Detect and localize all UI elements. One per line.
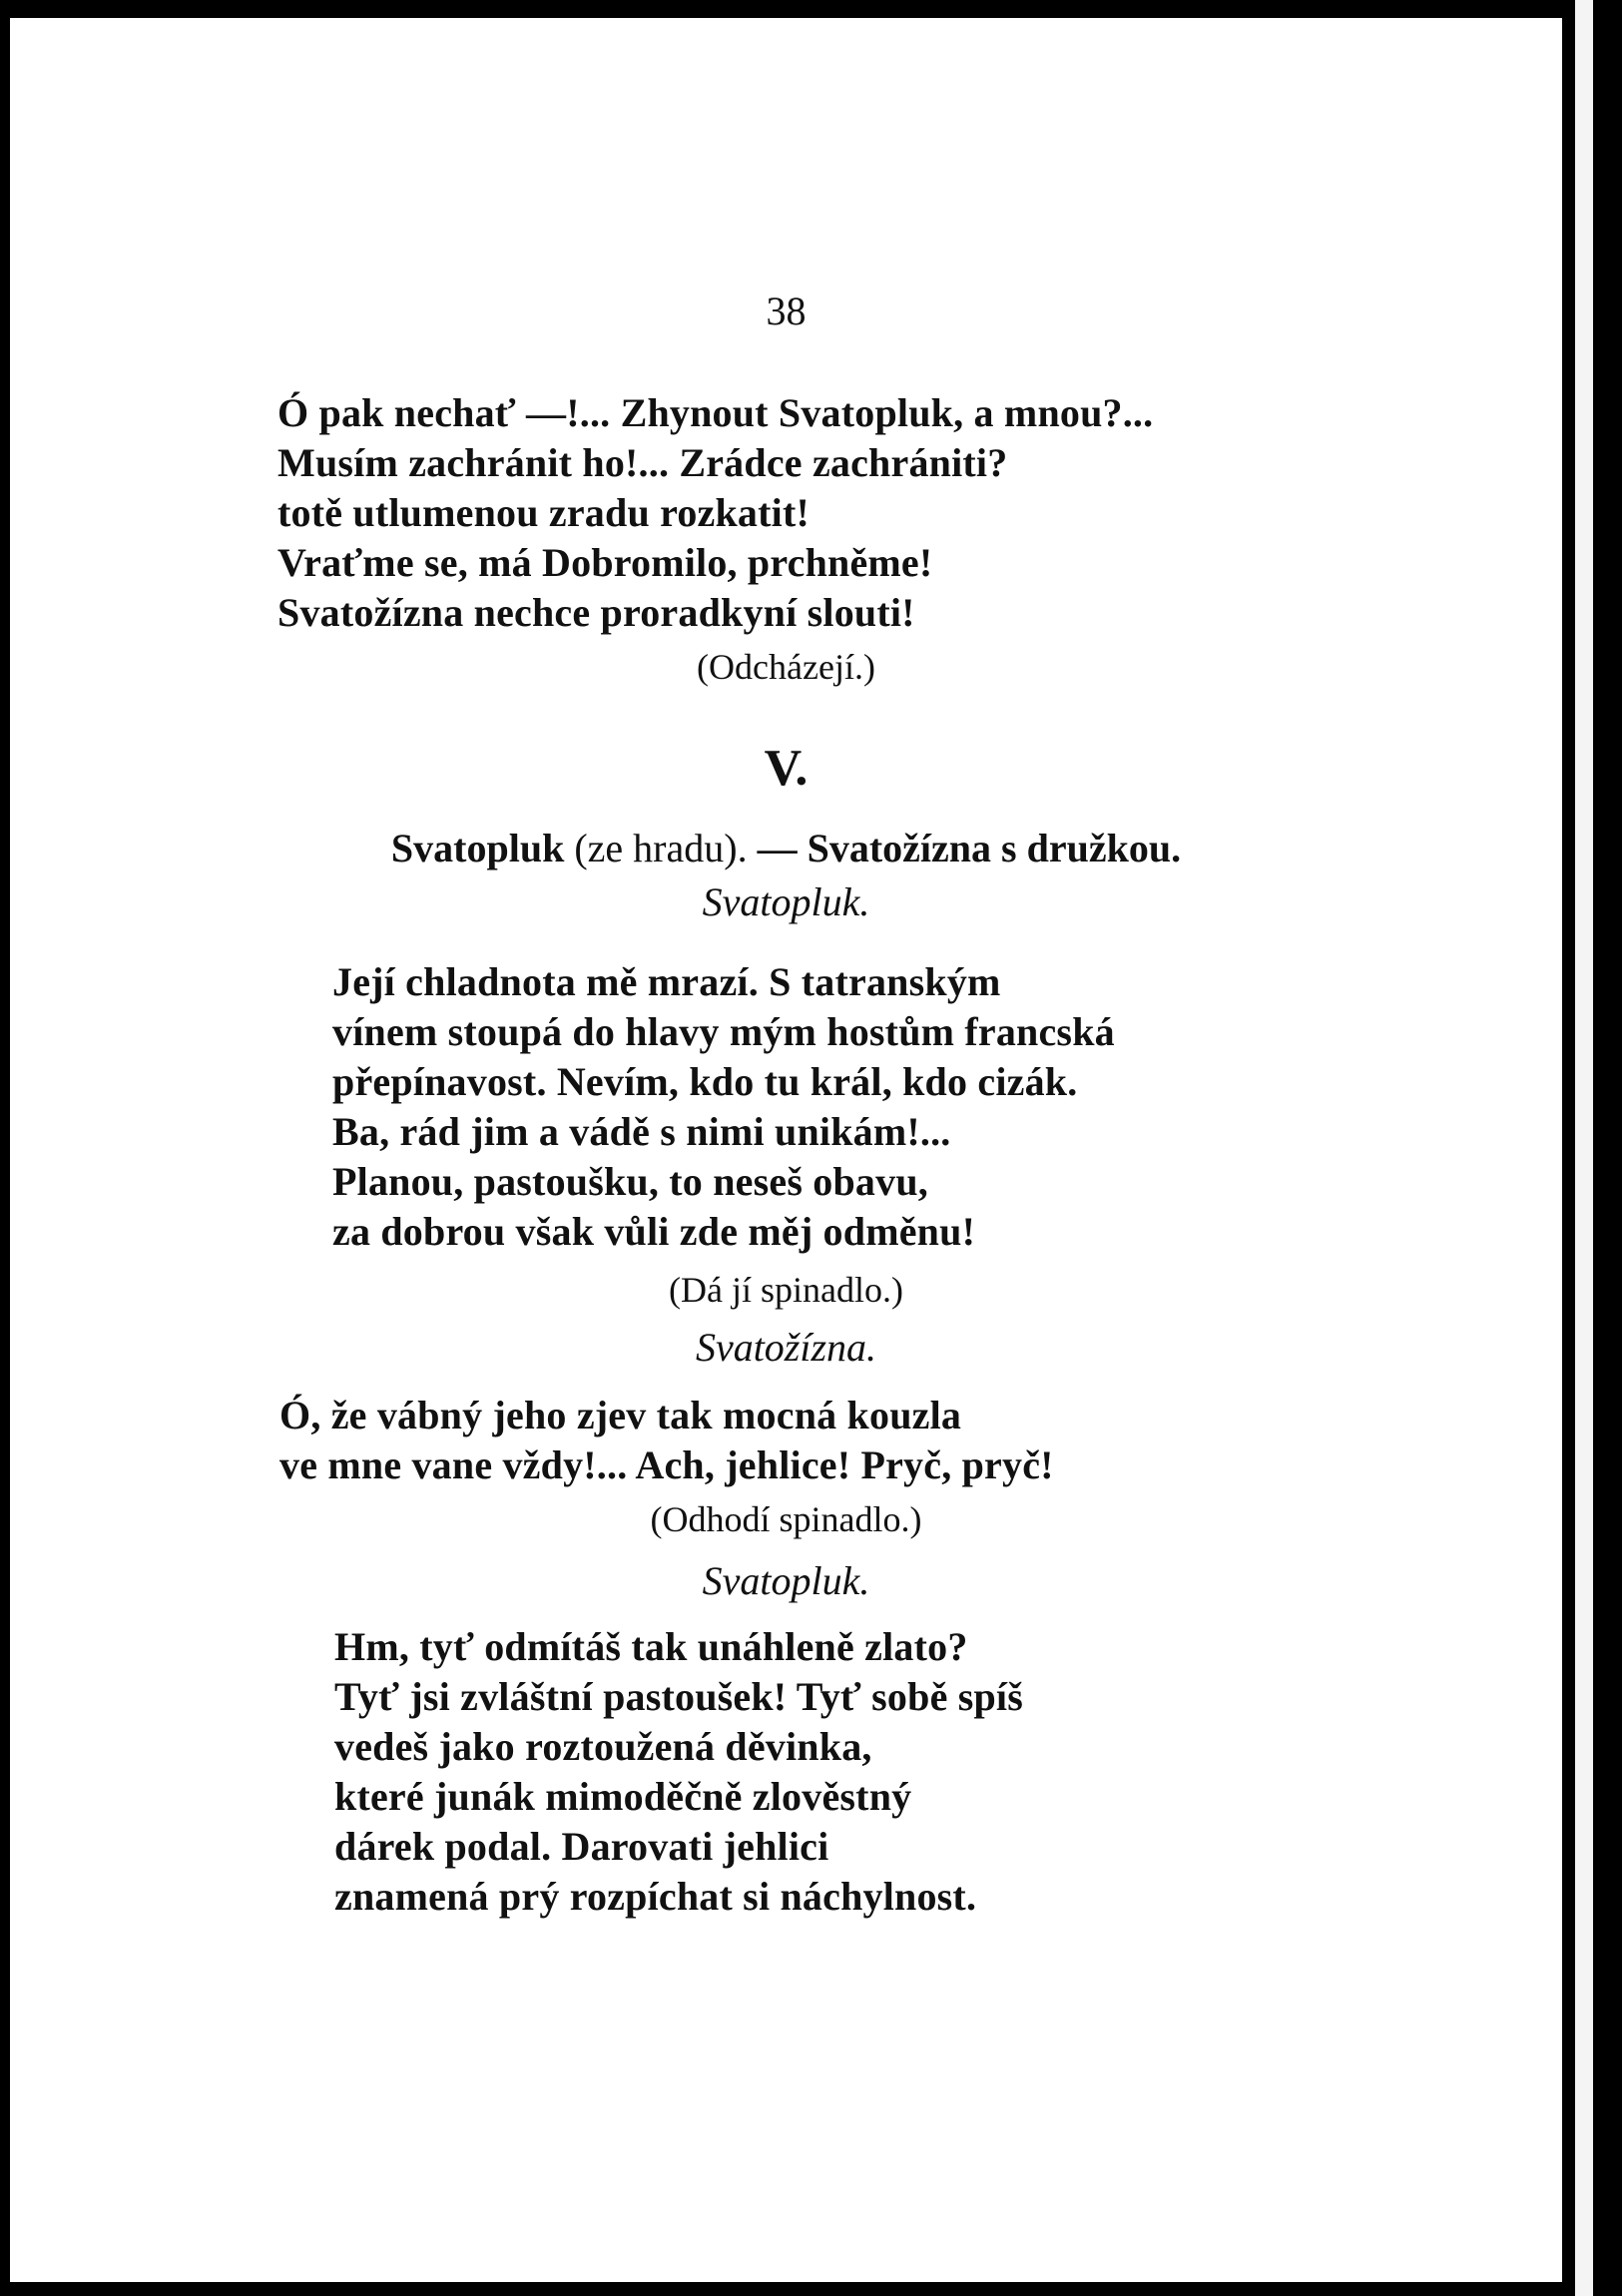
verse-line: Vraťme se, má Dobromilo, prchněme! bbox=[277, 540, 933, 585]
verse-line: dárek podal. Darovati jehlici bbox=[334, 1824, 829, 1869]
book-page bbox=[10, 18, 1562, 2282]
scene-separator: — bbox=[757, 826, 798, 870]
verse-line: vedeš jako roztoužená děvinka, bbox=[334, 1724, 872, 1769]
section-heading: V. bbox=[764, 740, 809, 797]
character-name: Svatožízna s družkou. bbox=[807, 826, 1182, 870]
verse-line: Musím zachránit ho!... Zrádce zachrániti? bbox=[277, 440, 1008, 485]
character-note: (ze hradu). bbox=[574, 826, 748, 870]
verse-line: Její chladnota mě mrazí. S tatranským bbox=[332, 959, 1001, 1004]
speaker-name: Svatopluk. bbox=[702, 879, 870, 924]
verse-line: Svatožízna nechce proradkyní slouti! bbox=[277, 590, 915, 635]
stage-direction: (Dá jí spinadlo.) bbox=[669, 1270, 903, 1310]
verse-line: které junák mimoděčně zlověstný bbox=[334, 1774, 912, 1819]
verse-line: Hm, tyť odmítáš tak unáhleně zlato? bbox=[334, 1624, 968, 1669]
verse-line: přepínavost. Nevím, kdo tu král, kdo cizák. bbox=[332, 1059, 1078, 1104]
verse-line: za dobrou však vůli zde měj odměnu! bbox=[332, 1209, 976, 1254]
stage-direction: (Odcházejí.) bbox=[697, 647, 875, 687]
speaker-name: Svatožízna. bbox=[695, 1325, 877, 1370]
verse-line: Ó pak nechať —!... Zhynout Svatopluk, a mnou?... bbox=[277, 390, 1154, 435]
character-name: Svatopluk bbox=[390, 826, 565, 870]
verse-line: Tyť jsi zvláštní pastoušek! Tyť sobě spíš bbox=[334, 1674, 1024, 1719]
verse-line: vínem stoupá do hlavy mým hostům francská bbox=[332, 1009, 1115, 1054]
verse-line: ve mne vane vždy!... Ach, jehlice! Pryč, pryč! bbox=[279, 1442, 1054, 1487]
page-edge bbox=[1575, 0, 1593, 2296]
verse-line: Ó, že vábný jeho zjev tak mocná kouzla bbox=[279, 1393, 962, 1437]
speaker-name: Svatopluk. bbox=[702, 1558, 870, 1603]
verse-line: Ba, rád jim a vádě s nimi unikám!... bbox=[332, 1109, 951, 1154]
page-number: 38 bbox=[766, 288, 807, 333]
verse-line: Planou, pastoušku, to neseš obavu, bbox=[332, 1159, 928, 1204]
stage-direction: (Odhodí spinadlo.) bbox=[650, 1499, 922, 1539]
scene-characters bbox=[10, 825, 1562, 872]
verse-line: znamená prý rozpíchat si náchylnost. bbox=[334, 1874, 977, 1919]
verse-line: totě utlumenou zradu rozkatit! bbox=[277, 490, 810, 535]
